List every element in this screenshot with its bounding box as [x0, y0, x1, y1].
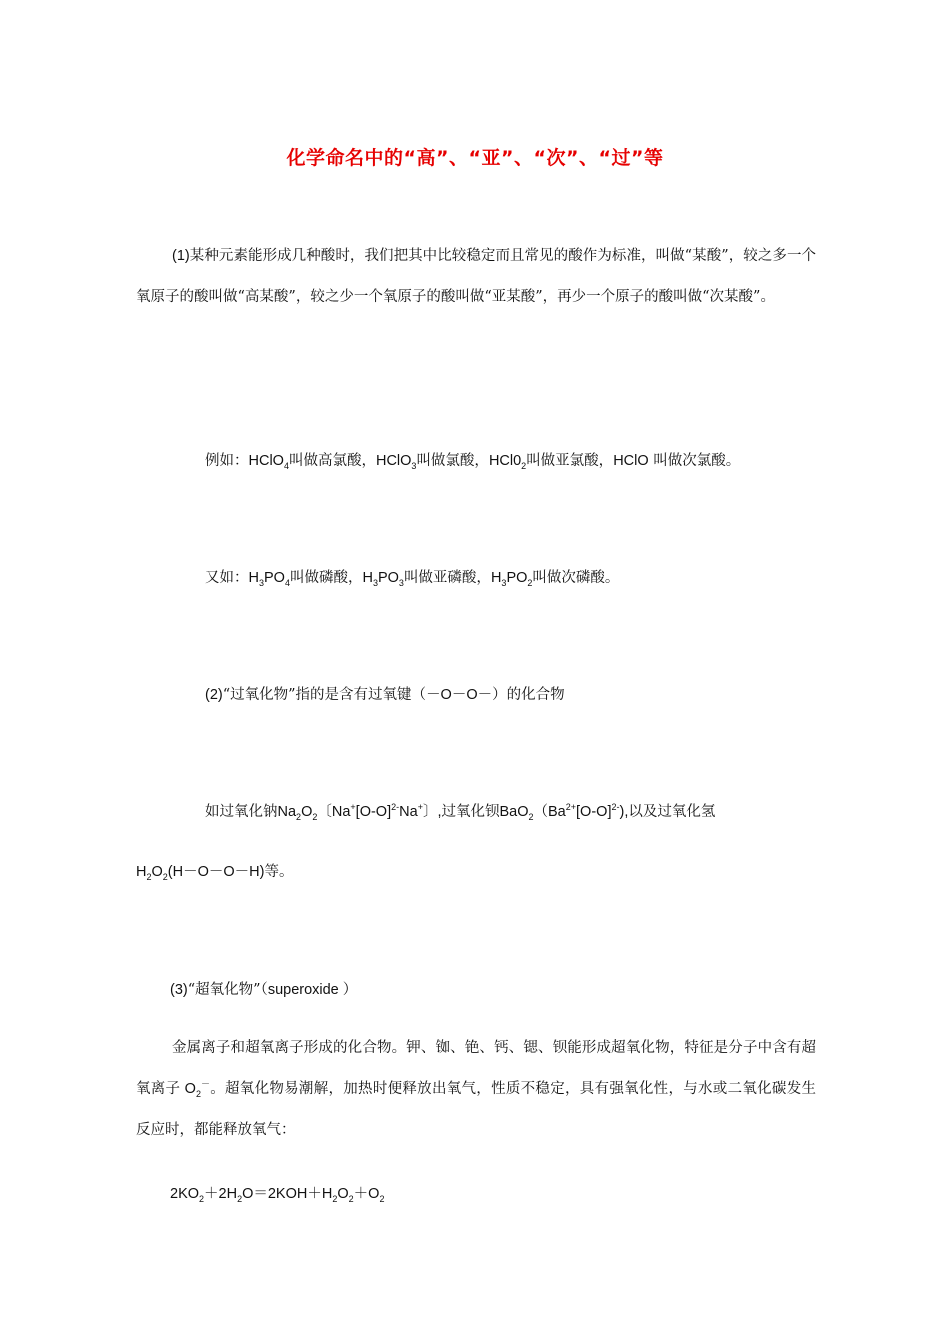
superoxide-ion: $O_2^-$ — [184, 1079, 210, 1099]
peroxide-end: 等。 — [264, 864, 294, 880]
formula-h3po2: $H_3PO_2$ — [490, 570, 533, 588]
page-title: 化学命名中的“高”、“亚”、“次”、“过”等 — [286, 147, 664, 169]
superoxide-text-2: 。超氧化物易潮解，加热时便释放出氧气，性质不稳定，具有强氧化性，与水或二氧化碳发生反应时，都能释放氧气： — [136, 1081, 816, 1138]
section-2-tail: ）的化合物 — [492, 687, 565, 703]
peroxide-examples-line-2 — [136, 860, 293, 881]
example-1-line — [205, 449, 740, 470]
formula-h3po4: $H_3PO_4$ — [248, 570, 290, 588]
bracket-close: 〕 — [422, 804, 438, 820]
example-2-text-1: 叫做磷酸， — [289, 570, 363, 586]
bracket-open: 〔 — [317, 804, 332, 820]
formula-h3po3: $H_3PO_3$ — [362, 570, 404, 588]
section-3-number: (3) — [170, 982, 188, 998]
example-2-text-2: 叫做亚磷酸， — [403, 570, 491, 586]
formula-na2o2: $Na_2O_2$ — [277, 804, 318, 822]
section-3-line — [170, 978, 357, 999]
formula-hclo2: $HCl0_2$ — [488, 453, 527, 471]
formula-h2o2: $H_2O_2(H-O-O-H)$ — [136, 864, 265, 882]
formula-na2o2-ionic: $Na^+[O-O]^{2-}Na^+$ — [331, 802, 423, 820]
reaction-equation: $2KO_2+2H_2O=2KOH+H_2O_2+O_2$ — [170, 1186, 385, 1204]
example-1-text-4: 叫做次氯酸。 — [653, 453, 741, 469]
formula-bao2-ionic: $Ba^{2+}[O-O]^{2-}$ — [548, 802, 620, 820]
peroxide-tail: ),以及过氧化氢 — [619, 804, 716, 820]
example-2-text-3: 叫做次磷酸。 — [532, 570, 620, 586]
example-1-lead: 例如： — [205, 453, 249, 469]
formula-bao2: BaO$_2$ — [499, 804, 534, 822]
section-3-close: ） — [342, 982, 358, 998]
section-2-text: “过氧化物”指的是含有过氧键（ — [222, 687, 427, 703]
paren-open: （ — [533, 804, 549, 820]
peroxide-bond: －O－O－ — [426, 687, 493, 703]
peroxide-mid: ,过氧化钡 — [437, 804, 500, 820]
section-1-number: (1) — [172, 248, 190, 264]
example-2-lead: 又如： — [205, 570, 249, 586]
formula-hclo3: HClO$_3$ — [375, 453, 417, 471]
section-1-text: 某种元素能形成几种酸时，我们把其中比较稳定而且常见的酸作为标准，叫做“某酸”，较之多一个氧原子的酸叫做“高某酸”，较之少一个氧原子的酸叫做“亚某酸”，再少一个原子的酸叫做“次某酸”。 — [136, 248, 816, 305]
example-1-text-1: 叫做高氯酸， — [288, 453, 376, 469]
superoxide-text-1: 金属离子和超氧离子形成的化合物。钾、铷、铯、钙、锶、钡能形成超氧化物，特征是分子中含有超氧离子 — [136, 1040, 816, 1097]
peroxide-examples-line-1 — [205, 800, 715, 821]
formula-hclo: HClO — [613, 453, 649, 469]
section-1-paragraph — [136, 236, 816, 318]
section-2-line — [205, 683, 565, 704]
peroxide-lead: 如过氧化钠 — [205, 804, 278, 820]
section-3-english: superoxide — [267, 982, 343, 998]
section-2-number: (2) — [205, 687, 223, 703]
section-3-text: “超氧化物”（ — [187, 982, 268, 998]
superoxide-paragraph — [136, 1028, 816, 1151]
example-2-line — [205, 566, 619, 587]
formula-hclo4: HClO$_4$ — [248, 453, 289, 471]
example-1-text-3: 叫做亚氯酸， — [526, 453, 614, 469]
example-1-text-2: 叫做氯酸， — [416, 453, 489, 469]
